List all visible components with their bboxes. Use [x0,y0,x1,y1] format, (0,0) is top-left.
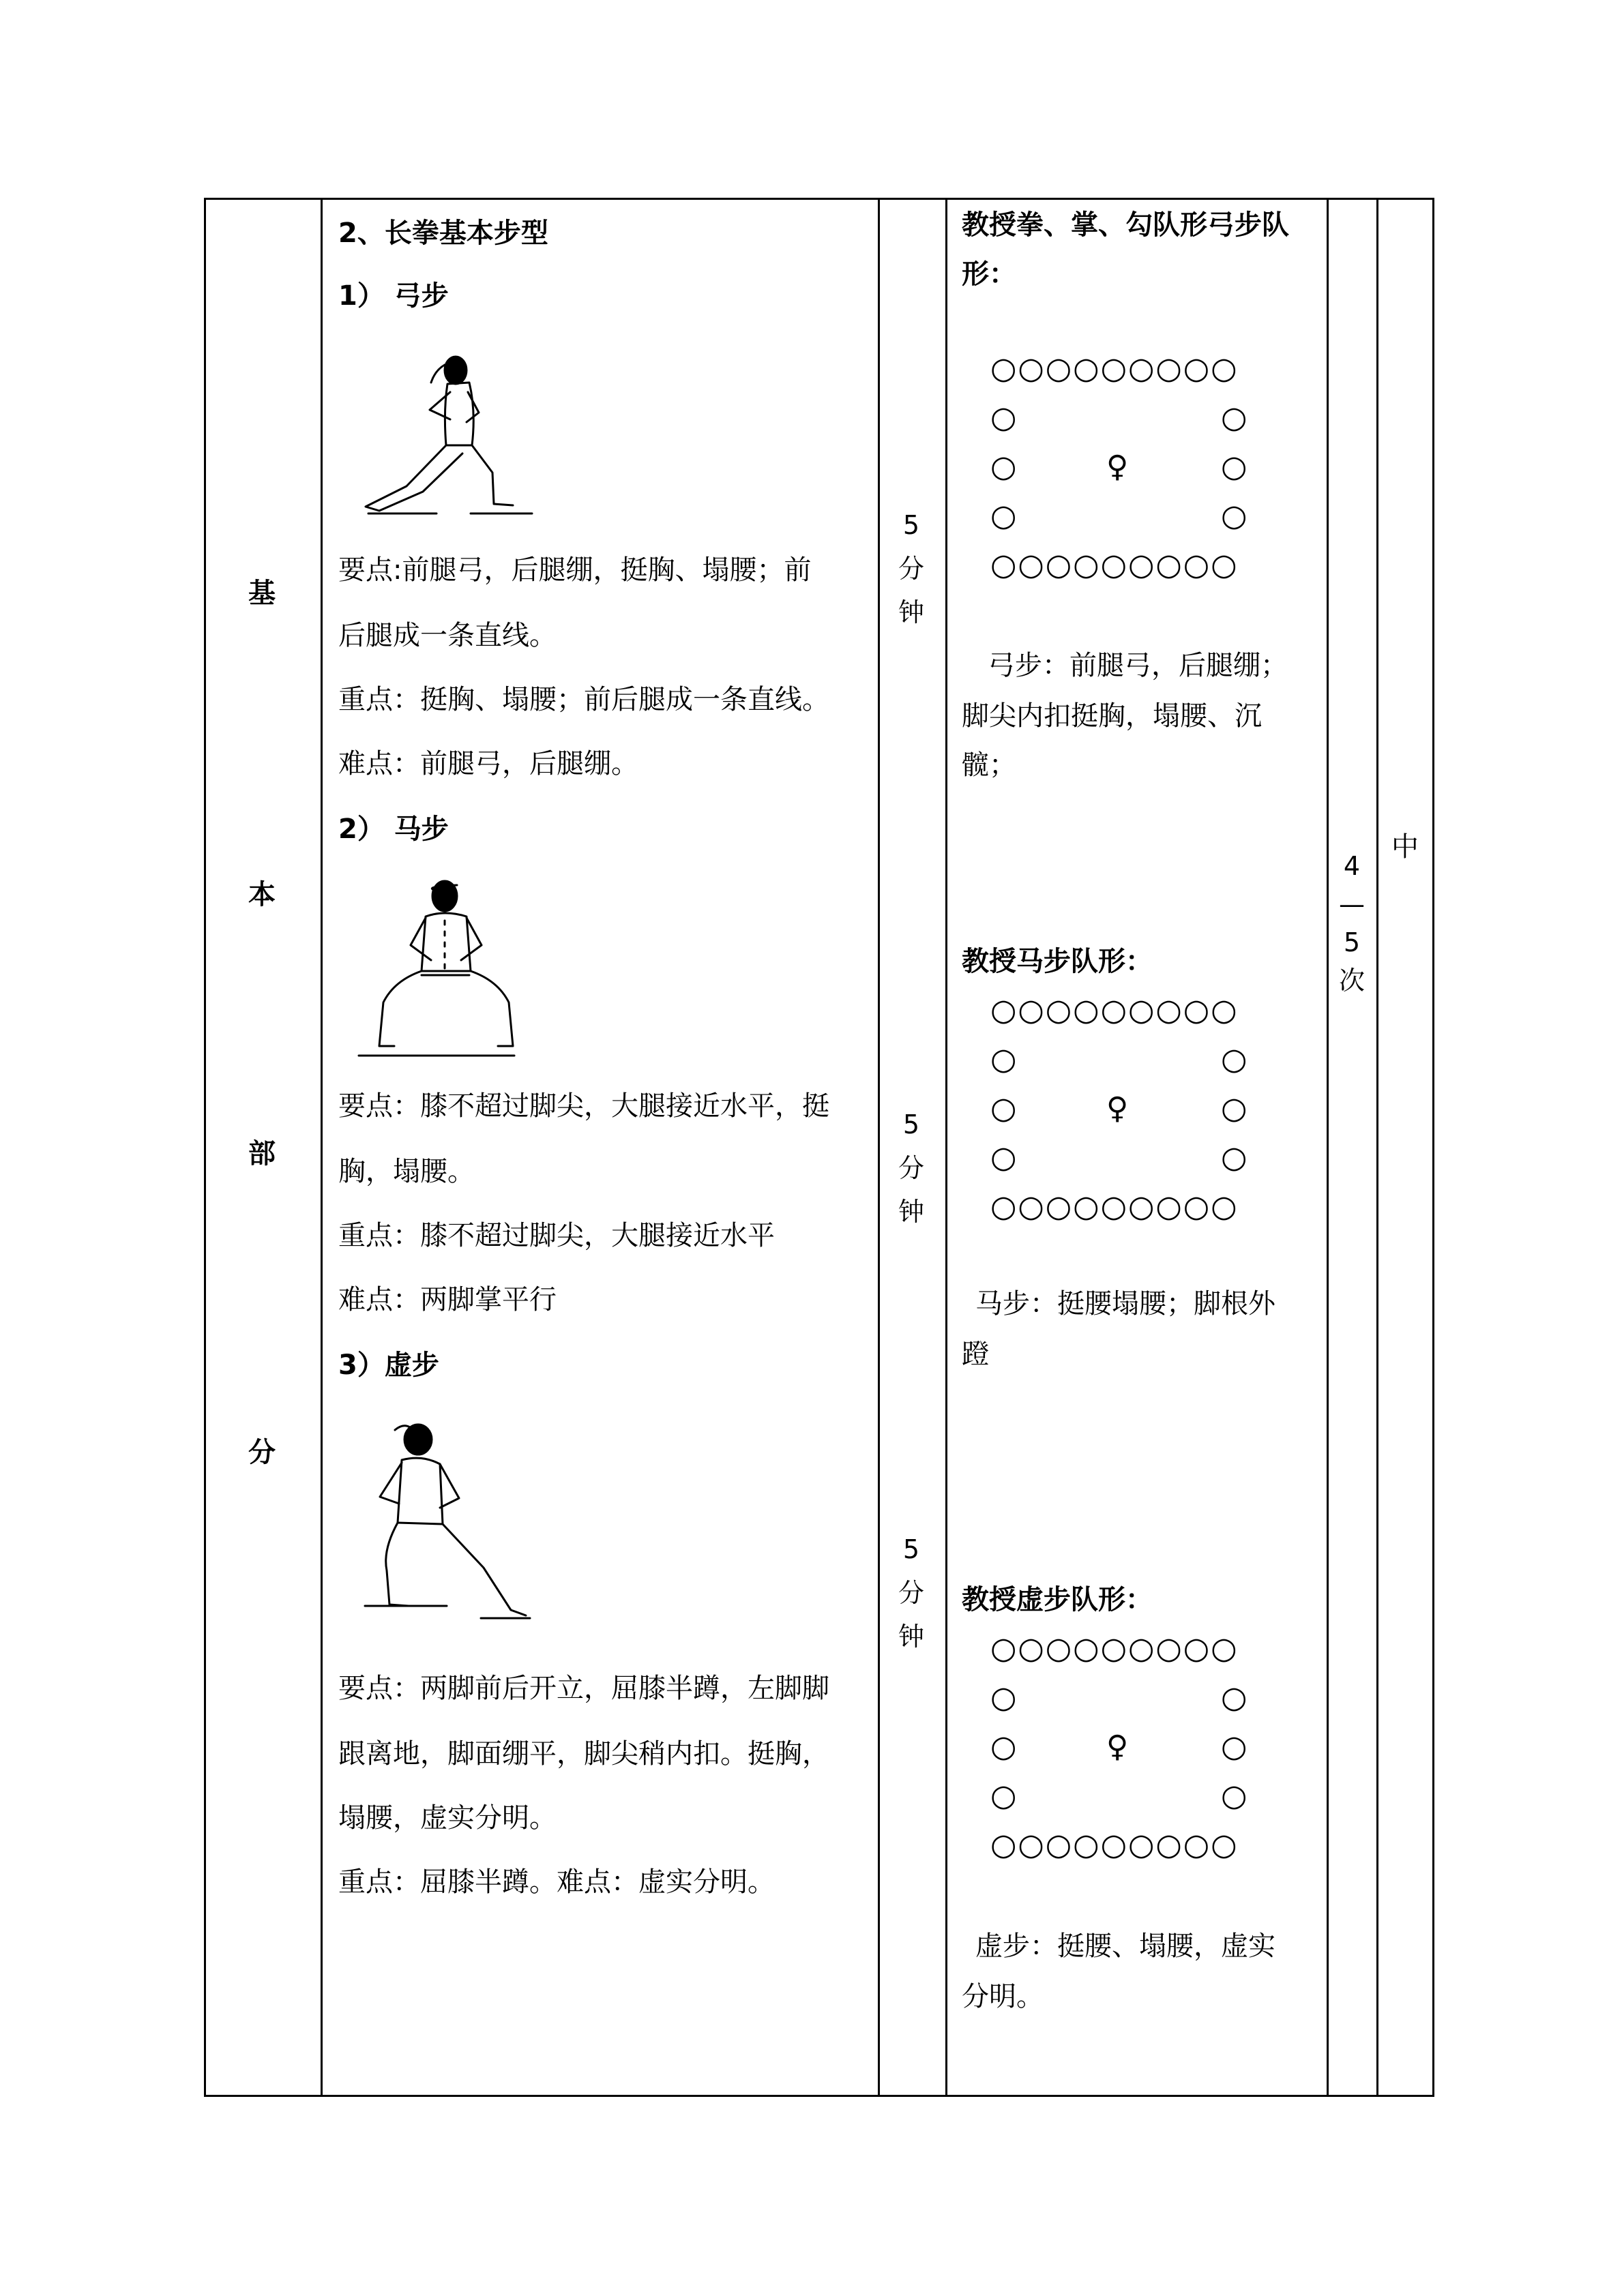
gongbu-yaodian-line1: 要点:前腿弓，后腿绷，挺胸、塌腰；前 [338,554,812,586]
table-border-left [204,198,206,2097]
time-unit-char: 钟 [898,597,924,627]
time-unit-char: 分 [898,1153,924,1183]
formation-row-top: ○○○○○○○○○ [990,993,1239,1028]
column-divider-2 [878,198,880,2097]
section-char: 基 [248,578,276,609]
formation-circle: ○ [1221,1729,1247,1764]
formation-row-top: ○○○○○○○○○ [990,1631,1239,1666]
formation-circle: ○ [1221,1042,1247,1077]
reps-char: — [1339,889,1365,919]
formation-circle: ○ [990,449,1017,484]
formation-circle: ○ [1221,498,1247,533]
teacher-symbol: ♀ [1106,1091,1129,1126]
xubu-zhongdian: 重点：屈膝半蹲。难点：虚实分明。 [338,1866,775,1898]
column-divider-3 [945,198,947,2097]
column-divider-1 [321,198,323,2097]
gongbu-title: 1） 弓步 [338,280,449,312]
section-char: 本 [248,879,276,910]
gongbu-yaodian-line2: 后腿成一条直线。 [338,620,557,651]
formation-circle: ○ [990,498,1017,533]
formation-row-bottom: ○○○○○○○○○ [990,548,1239,582]
formation-3-title: 教授虚步队形： [962,1584,1153,1615]
gongbu-nandian: 难点：前腿弓，后腿绷。 [338,748,638,779]
gongbu-figure-image [355,344,539,522]
column-divider-5 [1376,198,1378,2097]
mabu-yaodian-line1: 要点：膝不超过脚尖，大腿接近水平，挺 [338,1090,829,1122]
time-value: 5 [902,510,920,540]
reps-char: 5 [1343,927,1361,957]
teacher-symbol: ♀ [1106,449,1129,484]
formation-row-top: ○○○○○○○○○ [990,351,1239,386]
formation-2-desc-line1: 马步：挺腰塌腰；脚根外 [975,1288,1275,1320]
time-value: 5 [902,1109,920,1139]
formation-circle: ○ [990,1140,1017,1175]
formation-1-desc-line2: 脚尖内扣挺胸，塌腰、沉 [962,700,1262,732]
formation-circle: ○ [1221,1140,1247,1175]
formation-circle: ○ [990,1680,1017,1715]
xubu-yaodian-line1: 要点：两脚前后开立，屈膝半蹲，左脚脚 [338,1673,829,1704]
table-border-bottom [204,2095,1434,2097]
formation-circle: ○ [990,1778,1017,1813]
reps-char: 次 [1338,966,1365,996]
formation-circle: ○ [990,400,1017,435]
mabu-figure-image [355,873,518,1060]
table-border-right [1432,198,1434,2097]
time-3 [891,1527,932,1658]
teacher-symbol: ♀ [1106,1729,1129,1764]
formation-circle: ○ [1221,1680,1247,1715]
reps-char: 4 [1343,851,1361,881]
mabu-title: 2） 马步 [338,814,449,845]
mabu-yaodian-line2: 胸，塌腰。 [338,1156,475,1187]
formation-1-desc-line1: 弓步：前腿弓，后腿绷； [988,650,1288,681]
formation-row-bottom: ○○○○○○○○○ [990,1189,1239,1224]
content-heading: 2、长拳基本步型 [338,218,548,249]
time-value: 5 [902,1534,920,1564]
column-divider-4 [1327,198,1329,2097]
intensity-level: 中 [1391,831,1419,863]
xubu-figure-image [344,1415,535,1626]
formation-circle: ○ [990,1091,1017,1126]
formation-circle: ○ [1221,1778,1247,1813]
table-border-top [204,198,1434,200]
formation-circle: ○ [1221,449,1247,484]
mabu-zhongdian: 重点：膝不超过脚尖，大腿接近水平 [338,1220,775,1251]
xubu-title: 3）虚步 [338,1350,439,1381]
mabu-nandian: 难点：两脚掌平行 [338,1284,557,1315]
section-char: 分 [248,1437,276,1468]
formation-2-desc-line2: 蹬 [962,1339,989,1370]
formation-1-title-line2: 形： [962,258,1016,290]
reps-count [1331,847,1372,1000]
gongbu-zhongdian: 重点：挺胸、塌腰；前后腿成一条直线。 [338,684,829,715]
time-unit-char: 钟 [898,1622,924,1652]
xubu-yaodian-line3: 塌腰，虚实分明。 [338,1802,557,1834]
time-unit-char: 钟 [898,1197,924,1227]
time-unit-char: 分 [898,554,924,584]
formation-3-desc-line1: 虚步：挺腰、塌腰，虚实 [975,1930,1275,1962]
formation-1-desc-line3: 髋； [962,749,1016,781]
time-unit-char: 分 [898,1578,924,1608]
formation-circle: ○ [990,1042,1017,1077]
section-char: 部 [248,1138,276,1169]
formation-1-title-line1: 教授拳、掌、勾队形弓步队 [962,209,1289,241]
time-2 [891,1103,932,1234]
formation-2-title: 教授马步队形： [962,946,1153,977]
xubu-yaodian-line2: 跟离地，脚面绷平，脚尖稍内扣。挺胸， [338,1738,829,1770]
formation-circle: ○ [1221,400,1247,435]
time-1 [891,503,932,634]
formation-3-desc-line2: 分明。 [962,1981,1044,2012]
formation-circle: ○ [1221,1091,1247,1126]
formation-circle: ○ [990,1729,1017,1764]
formation-row-bottom: ○○○○○○○○○ [990,1828,1239,1862]
